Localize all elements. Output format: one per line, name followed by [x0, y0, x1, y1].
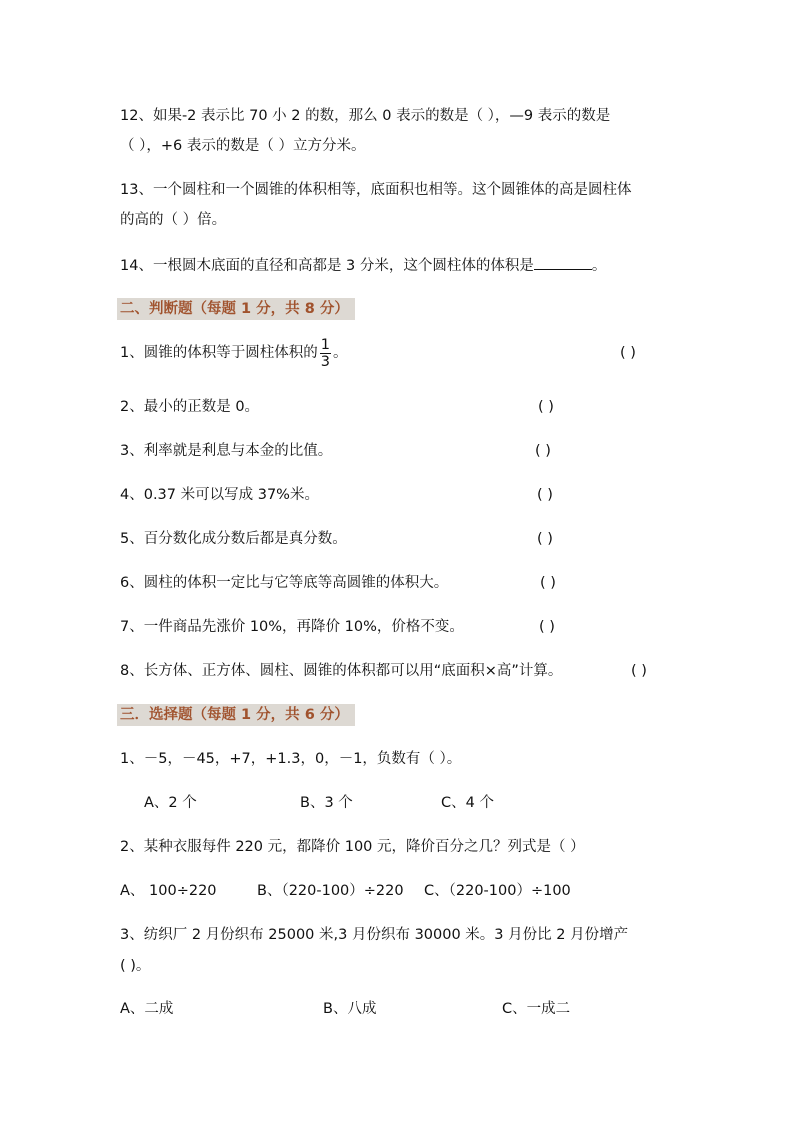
choice-1-option-c[interactable]: C、4 个: [441, 795, 494, 811]
judge-question-3: 3、利率就是利息与本金的比值。: [120, 443, 333, 459]
question-12-line-2: （ ），+6 表示的数是（ ）立方分米。: [120, 138, 366, 154]
choice-3-option-c[interactable]: C、一成二: [502, 1001, 571, 1017]
fraction-denominator: 3: [320, 353, 330, 370]
judge-answer-6[interactable]: ( ): [540, 575, 556, 591]
judge-answer-8[interactable]: ( ): [631, 663, 647, 679]
judge-question-7: 7、一件商品先涨价 10%，再降价 10%，价格不变。: [120, 619, 464, 635]
choice-question-2: 2、某种衣服每件 220 元，都降价 100 元，降价百分之几？列式是（ ）: [120, 839, 585, 855]
judge-question-6: 6、圆柱的体积一定比与它等底等高圆锥的体积大。: [120, 575, 449, 591]
question-14: [120, 255, 606, 276]
judge-question-1-text: 1、圆锥的体积等于圆柱体积的: [120, 345, 318, 361]
judge-answer-2[interactable]: ( ): [538, 399, 554, 415]
choice-question-3-line-1: 3、纺织厂 2 月份织布 25000 米,3 月份织布 30000 米。3 月份比 2 月份增产: [120, 927, 629, 943]
choice-2-option-b[interactable]: B、（220-100）÷220: [257, 883, 404, 899]
choice-2-option-a[interactable]: A、 100÷220: [120, 883, 217, 899]
judge-answer-4[interactable]: ( ): [537, 487, 553, 503]
question-14-end: 。: [591, 258, 607, 274]
question-13-line-1: 13、一个圆柱和一个圆锥的体积相等，底面积也相等。这个圆锥体的高是圆柱体: [120, 182, 632, 198]
judge-question-1-end: 。: [332, 345, 348, 361]
choice-question-3-line-2: ( )。: [120, 958, 151, 974]
section-2-header: 二、判断题（每题 1 分，共 8 分）: [117, 298, 355, 320]
judge-answer-3[interactable]: ( ): [535, 443, 551, 459]
answer-blank: [534, 255, 592, 270]
choice-2-option-c[interactable]: C、（220-100）÷100: [424, 883, 571, 899]
judge-question-5: 5、百分数化成分数后都是真分数。: [120, 531, 347, 547]
choice-3-option-b[interactable]: B、八成: [323, 1001, 377, 1017]
fraction-numerator: 1: [320, 336, 330, 353]
question-14-text: 14、一根圆木底面的直径和高都是 3 分米，这个圆柱体的体积是: [120, 258, 534, 274]
judge-answer-7[interactable]: ( ): [539, 619, 555, 635]
judge-question-4: 4、0.37 米可以写成 37%米。: [120, 487, 319, 503]
choice-question-1: 1、－5，－45，+7，+1.3，0，－1，负数有（ ）。: [120, 751, 462, 767]
judge-question-2: 2、最小的正数是 0。: [120, 399, 260, 415]
judge-question-1: [120, 336, 347, 370]
judge-question-8: 8、长方体、正方体、圆柱、圆锥的体积都可以用“底面积×高”计算。: [120, 663, 563, 679]
section-3-header: 三．选择题（每题 1 分，共 6 分）: [117, 704, 355, 726]
one-third-fraction: [320, 337, 331, 370]
question-12-line-1: 12、如果-2 表示比 70 小 2 的数，那么 0 表示的数是（ ），—9 表示的数是: [120, 108, 611, 124]
judge-answer-1[interactable]: ( ): [620, 345, 636, 361]
judge-answer-5[interactable]: ( ): [537, 531, 553, 547]
question-13-line-2: 的高的（ ）倍。: [120, 212, 227, 228]
choice-1-option-b[interactable]: B、3 个: [300, 795, 353, 811]
choice-3-option-a[interactable]: A、二成: [120, 1001, 174, 1017]
choice-1-option-a[interactable]: A、2 个: [144, 795, 197, 811]
